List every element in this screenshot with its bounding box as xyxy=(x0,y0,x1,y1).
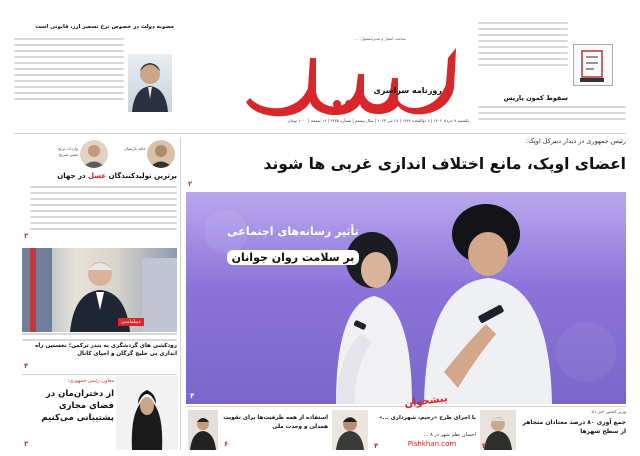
watermark-url: Pishkhan.com xyxy=(407,440,457,448)
main-photo-number: ۴ xyxy=(190,392,195,400)
emblem-icon xyxy=(573,44,613,86)
left-column-photo xyxy=(22,248,177,332)
divider-top xyxy=(14,133,626,134)
left-story3-photo xyxy=(116,376,178,450)
left-photo-badge: دیپلماسی xyxy=(118,318,144,326)
main-kicker: رئیس جمهوری در دیدار دبیرکل اوپک: xyxy=(525,137,626,145)
left-story2-number: ۴ xyxy=(24,362,29,370)
bottom-mid-photo xyxy=(332,410,368,450)
bottom-left-headline: استفاده از همه ظرفیت‌ها برای تقویت همدلی و وحدت ملی xyxy=(223,415,328,430)
portrait-2-caption: واردات برنج تعیین صریح xyxy=(58,146,78,157)
top-right-text xyxy=(478,22,568,70)
main-photo-title-1-text: تأثیر رسانه‌های اجتماعی xyxy=(227,225,359,238)
bottom-right-kicker: وزیر کشور خبر داد xyxy=(591,410,626,415)
top-right-body xyxy=(478,106,626,124)
left-strip-body xyxy=(30,186,177,234)
logo-mark xyxy=(238,18,468,118)
top-left-headline: مصوبه دولت در خصوص نرخ تسعیر ارز، قانونی است xyxy=(35,24,174,30)
portrait-1 xyxy=(147,140,175,168)
bottom-mid-number: ۴ xyxy=(374,442,379,450)
main-headline-number: ۲ xyxy=(188,180,193,188)
bottom-mid-headline: با اجرای طرح «رحیم، شهرداری ...» xyxy=(379,415,476,421)
main-photo-title-2-text: بر سلامت روان جوانان xyxy=(227,250,360,265)
masthead-tagline: صاحب امتیاز و مدیرمسئول: ... xyxy=(354,36,406,41)
left-portrait-strip xyxy=(22,138,177,170)
bottom-left-photo xyxy=(188,410,218,450)
left-story3-kicker: معاون رئیس جمهوری: xyxy=(67,378,114,384)
top-left-block xyxy=(14,24,174,134)
main-photo-title-2 xyxy=(186,246,400,265)
top-left-portrait xyxy=(128,54,172,112)
portrait-2 xyxy=(80,140,108,168)
left-story3-number: ۳ xyxy=(24,440,29,448)
bottom-left-number: ۶ xyxy=(224,440,229,448)
divider-vertical xyxy=(180,138,181,450)
top-left-body xyxy=(14,38,124,104)
left-strip-headline-text: برترین تولیدکنندگان عسل در جهان xyxy=(57,172,177,180)
bottom-right-headline: جمع آوری ۸۰ درصد معتادان متجاهر از سطح شهرها xyxy=(522,419,626,435)
main-headline: اعضای اوپک، مانع اختلاف اندازی غربی ها شوند xyxy=(263,155,626,173)
top-right-headline: سقوط کمون پاریس xyxy=(503,94,568,102)
masthead-dateline: یکشنبه ۷ خرداد ۱۴۰۲ | ۶ ذوالقعده ۱۴۴۴ | ۲۸ می ۲۰۲۳ | سال بیستم | شماره ۳۲۷۵ | ۱۶ صفحه | ۱۰۰۰ تومان xyxy=(287,118,469,123)
masthead-logo xyxy=(238,18,468,118)
bottom-right-number: ۳ xyxy=(482,442,487,450)
left-strip-number: ۳ xyxy=(24,232,29,240)
watermark-logo: پیشخوان xyxy=(403,393,449,410)
main-photo-title-1 xyxy=(186,220,400,239)
left-story3-headline: از دختران‌مان در فضای مجازی پشتیبانی می‌کنیم xyxy=(41,389,114,423)
left-story2-headline: رودکشی های گردشگری به بندر ترکمن؛ نخستین راه اندازی یی خلیج گرگان و احیای کانال xyxy=(35,343,177,357)
bottom-mid-sub: احسان نظم شهر در ۸ ... xyxy=(423,432,476,438)
divider-left xyxy=(22,374,177,375)
masthead-subtitle: روزنامه سراسری xyxy=(373,86,442,95)
strip-red-word: عسل xyxy=(88,172,107,180)
left-strip-headline xyxy=(22,172,177,180)
top-right-block xyxy=(478,18,626,128)
portrait-1-caption: حامد پارسیان xyxy=(123,146,146,151)
